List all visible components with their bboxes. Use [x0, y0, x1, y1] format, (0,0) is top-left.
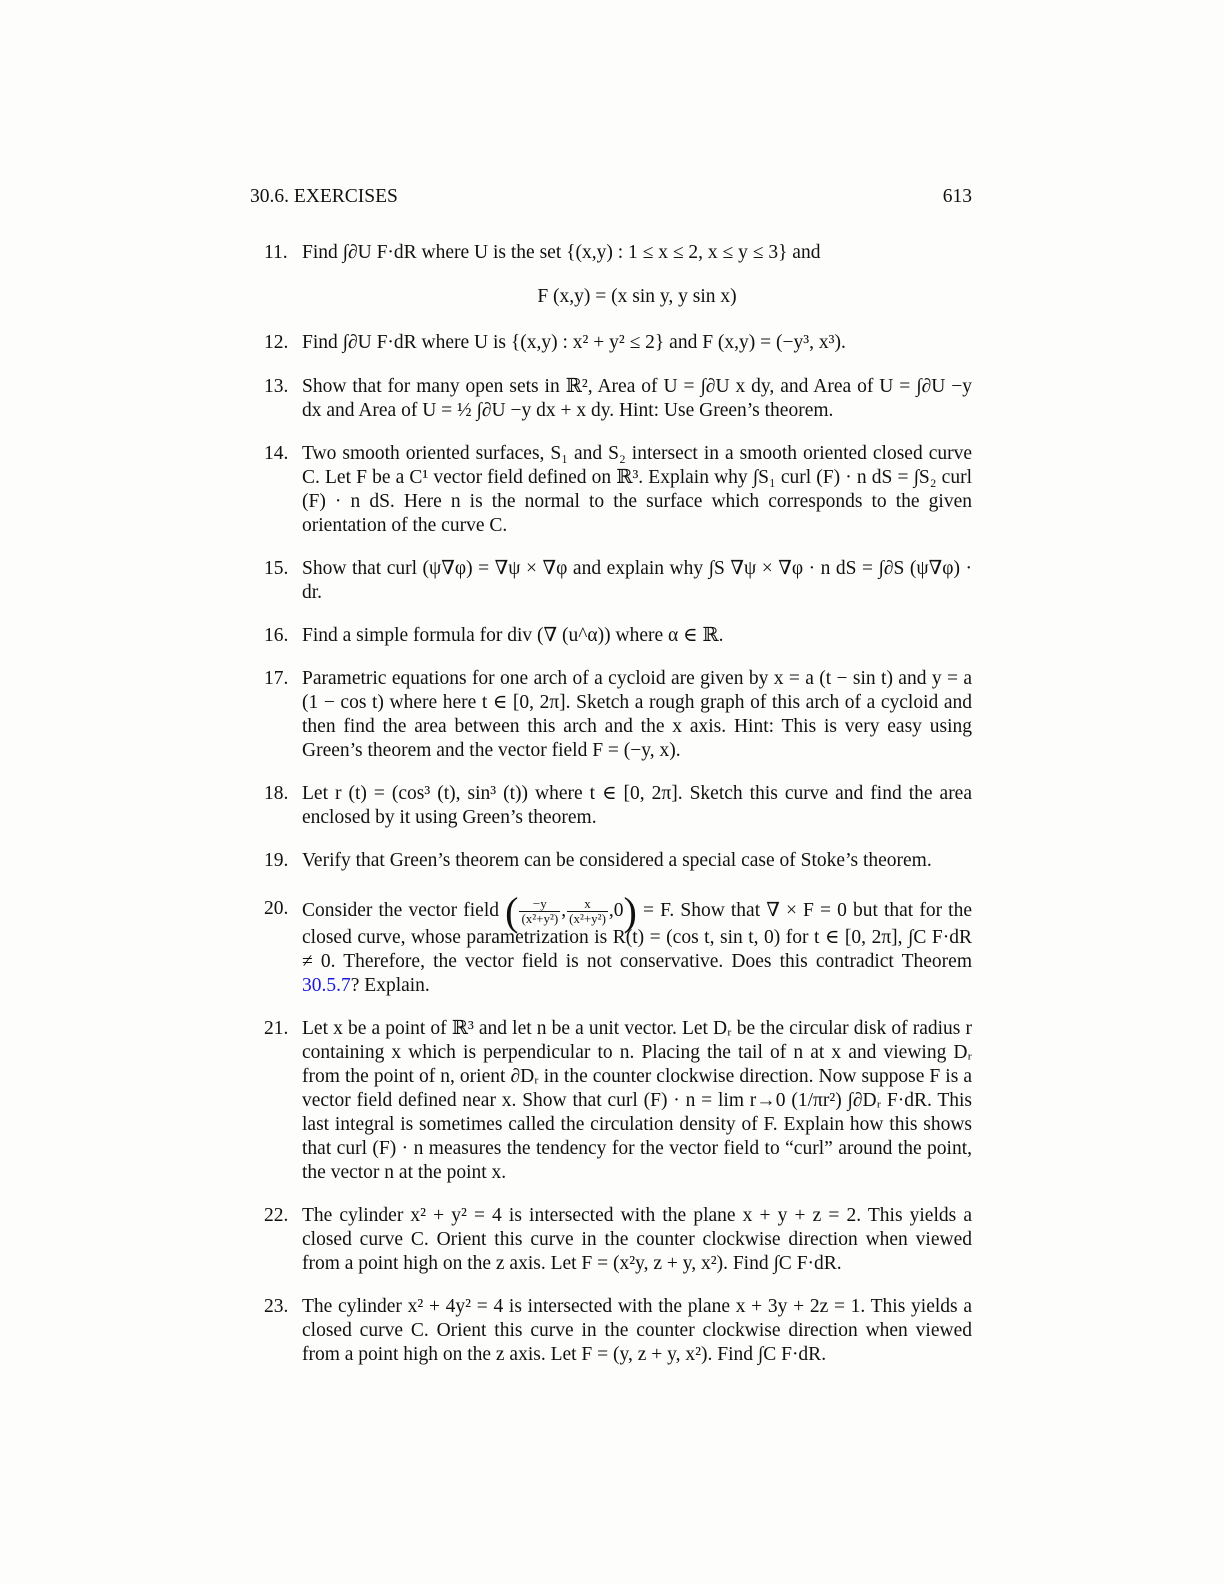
exercise-23	[264, 1295, 972, 1367]
exercise-number: 23.	[264, 1296, 289, 1317]
text-part: = F. Show that ∇ × F = 0 but that for the closed curve, whose parametrization is R(t) = (cos t, sin t, 0) for t ∈ [0, 2π], ∫C F·dR ≠ 0. Therefore, the vector field is not conservative. Does this contradict Theorem	[302, 899, 972, 972]
exercise-number: 22.	[264, 1205, 289, 1226]
fraction	[567, 897, 608, 926]
exercise-text: Consider the vector field ( $\frac{-y}{\text{(x²+y²)}}$ , $\frac{x}{\text{(x²+y²)}}$ ,0) = F. Show that ∇ × F = 0 but that for the closed curve, whose parametrization is R(t) = (cos t, sin t, 0) for t ∈ [0, 2π], ∫C F·dR ≠ 0. Therefore, the vector field is not conservative. Does this contradict Theorem 30.5.7? Explain.	[302, 888, 972, 996]
right-paren: )	[623, 888, 637, 934]
exercise-number: 20.	[264, 898, 289, 919]
numerator: x	[567, 897, 608, 912]
exercise-19	[264, 849, 972, 873]
section-title: 30.6. EXERCISES	[250, 186, 398, 207]
theorem-link[interactable]: 30.5.7	[302, 975, 351, 996]
exercise-15	[264, 557, 972, 605]
exercise-number: 18.	[264, 783, 289, 804]
left-paren: (	[505, 888, 519, 934]
exercise-text: The cylinder x² + y² = 4 is intersected with the plane x + y + z = 2. This yields a closed curve C. Orient this curve in the counter clockwise direction when viewed from a point high on the z axis. Let F = (x²y, z + y, x²). Find ∫C F·dR.	[302, 1205, 972, 1274]
exercise-21	[264, 1017, 972, 1185]
exercise-number: 14.	[264, 443, 289, 464]
exercise-text: Two smooth oriented surfaces, S₁ and S₂ intersect in a smooth oriented closed curve C. Let F be a C¹ vector field defined on ℝ³. Explain why ∫S₁ curl (F) · n dS = ∫S₂ curl (F) · n dS. Here n is the normal to the surface which corresponds to the given orientation of the curve C.	[302, 443, 972, 536]
exercise-13	[264, 375, 972, 423]
exercise-12	[264, 331, 972, 355]
fraction	[519, 897, 560, 926]
exercise-text: The cylinder x² + 4y² = 4 is intersected with the plane x + 3y + 2z = 1. This yields a closed curve C. Orient this curve in the counter clockwise direction when viewed from a point high on the z axis. Let F = (y, z + y, x²). Find ∫C F·dR.	[302, 1296, 972, 1365]
exercise-number: 21.	[264, 1018, 289, 1039]
exercise-number: 12.	[264, 332, 289, 353]
numerator: −y	[519, 897, 560, 912]
exercise-number: 16.	[264, 625, 289, 646]
exercise-text: Let x be a point of ℝ³ and let n be a unit vector. Let Dᵣ be the circular disk of radius r containing x which is perpendicular to n. Placing the tail of n at x and viewing Dᵣ from the point of n, orient ∂Dᵣ in the counter clockwise direction. Now suppose F is a vector field defined near x. Show that curl (F) · n = lim r→0 (1/πr²) ∫∂Dᵣ F·dR. This last integral is sometimes called the circulation density of F. Explain how this shows that curl (F) · n measures the tendency for the vector field to “curl” around the point, the vector n at the point x.	[302, 1018, 972, 1183]
exercise-number: 17.	[264, 668, 289, 689]
exercise-22	[264, 1204, 972, 1276]
exercise-number: 13.	[264, 376, 289, 397]
exercise-17	[264, 667, 972, 763]
display-equation: F (x,y) = (x sin y, y sin x)	[537, 286, 737, 307]
running-header	[250, 185, 972, 209]
exercise-text: Show that curl (ψ∇φ) = ∇ψ × ∇φ and explain why ∫S ∇ψ × ∇φ · n dS = ∫∂S (ψ∇φ) · dr.	[302, 558, 972, 603]
denominator: (x²+y²)	[521, 911, 559, 926]
exercise-text: Show that for many open sets in ℝ², Area of U = ∫∂U x dy, and Area of U = ∫∂U −y dx and Area of U = ½ ∫∂U −y dx + x dy. Hint: Use Green’s theorem.	[302, 376, 972, 421]
exercise-text: Parametric equations for one arch of a cycloid are given by x = a (t − sin t) and y = a (1 − cos t) where here t ∈ [0, 2π]. Sketch a rough graph of this arch of a cycloid and then find the area between this arch and the x axis. Hint: This is very easy using Green’s theorem and the vector field F = (−y, x).	[302, 668, 972, 761]
exercise-list	[264, 241, 972, 1367]
exercise-text: Find ∫∂U F·dR where U is the set {(x,y) : 1 ≤ x ≤ 2, x ≤ y ≤ 3} and	[302, 242, 821, 263]
text-part: ? Explain.	[350, 975, 430, 996]
exercise-text: Find a simple formula for div (∇ (u^α)) where α ∈ ℝ.	[302, 625, 724, 646]
exercise-20	[264, 888, 972, 998]
exercise-text: Let r (t) = (cos³ (t), sin³ (t)) where t ∈ [0, 2π]. Sketch this curve and find the area enclosed by it using Green’s theorem.	[302, 783, 972, 828]
exercise-14	[264, 442, 972, 538]
exercise-number: 19.	[264, 850, 289, 871]
exercise-text: Verify that Green’s theorem can be considered a special case of Stoke’s theorem.	[302, 850, 932, 871]
exercise-11	[264, 241, 972, 309]
denominator: (x²+y²)	[569, 911, 606, 926]
page-number: 613	[942, 186, 972, 207]
exercise-number: 15.	[264, 558, 289, 579]
exercise-text: Find ∫∂U F·dR where U is {(x,y) : x² + y² ≤ 2} and F (x,y) = (−y³, x³).	[302, 332, 846, 353]
exercise-18	[264, 782, 972, 830]
text-part: Consider the vector field	[302, 899, 500, 921]
exercise-16	[264, 624, 972, 648]
exercise-number: 11.	[264, 242, 288, 263]
